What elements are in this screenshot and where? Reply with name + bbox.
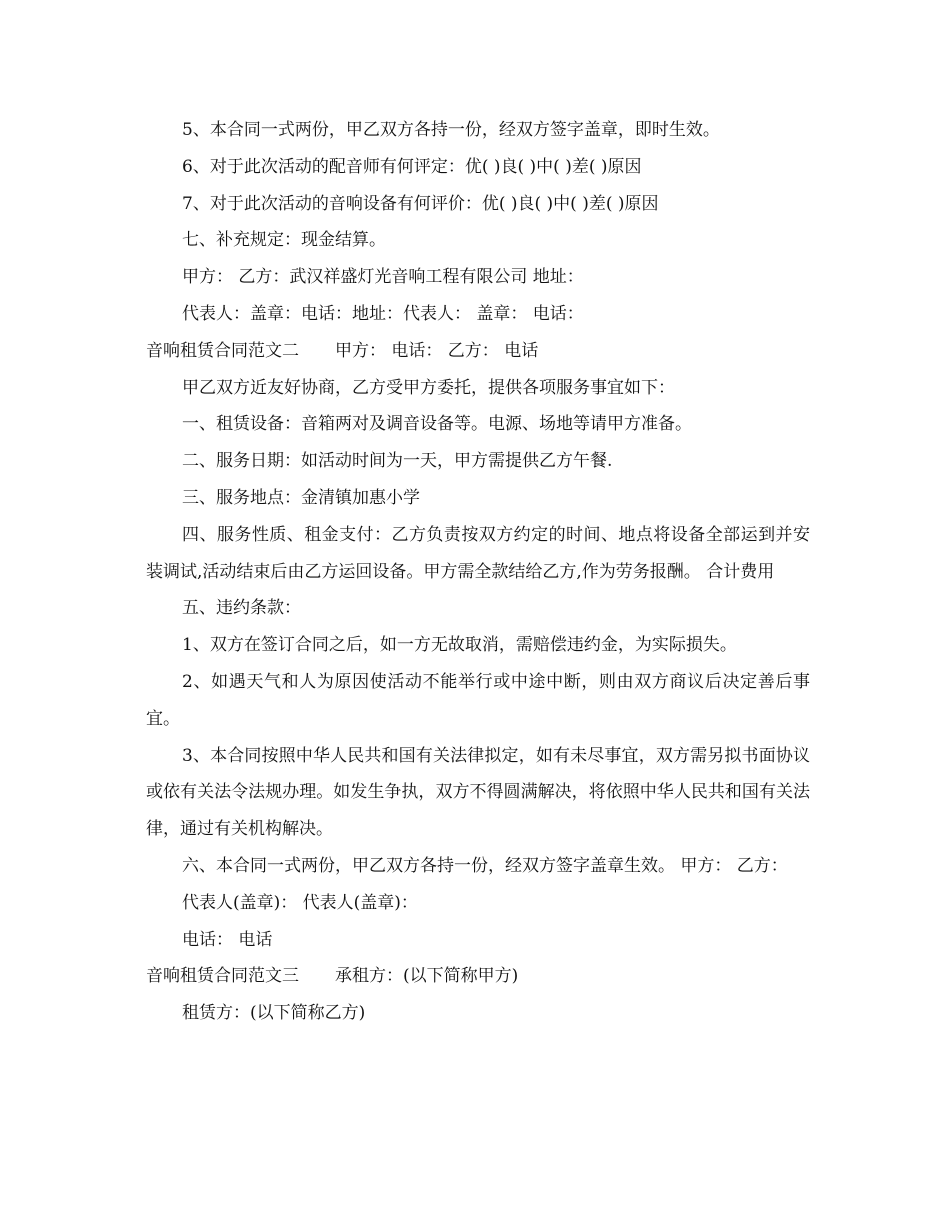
paragraph: 3、本合同按照中华人民共和国有关法律拟定，如有未尽事宜，双方需另拟书面协议或依有关法令法规办理。如发生争执，双方不得圆满解决，将依照中华人民共和国有关法律，通过有关机构解决。 bbox=[146, 745, 810, 840]
paragraph: 六、本合同一式两份，甲乙双方各持一份，经双方签字盖章生效。 甲方： 乙方： bbox=[182, 855, 788, 876]
paragraph-inline: 承租方：(以下简称甲方) bbox=[335, 966, 519, 987]
section-heading-line bbox=[146, 333, 810, 370]
paragraph-inline: 甲方： 电话： 乙方： 电话 bbox=[335, 340, 539, 361]
paragraph: 一、租赁设备：音箱两对及调音设备等。电源、场地等请甲方准备。 bbox=[182, 414, 692, 435]
section-heading: 音响租赁合同范文三 bbox=[146, 966, 299, 987]
paragraph: 1、双方在签订合同之后，如一方无故取消，需赔偿违约金，为实际损失。 bbox=[182, 635, 737, 656]
paragraph: 代表人：盖章：电话：地址：代表人： 盖章： 电话： bbox=[182, 303, 584, 324]
paragraph: 五、违约条款： bbox=[182, 598, 301, 619]
paragraph: 甲方： 乙方：武汉祥盛灯光音响工程有限公司 地址： bbox=[182, 267, 584, 288]
paragraph: 6、对于此次活动的配音师有何评定：优( )良( )中( )差( )原因 bbox=[182, 156, 642, 177]
paragraph: 二、服务日期：如活动时间为一天，甲方需提供乙方午餐. bbox=[182, 451, 613, 472]
section-heading: 音响租赁合同范文二 bbox=[146, 340, 299, 361]
paragraph: 四、服务性质、租金支付：乙方负责按双方约定的时间、地点将设备全部运到并安装调试,活动结束后由乙方运回设备。甲方需全款结给乙方,作为劳务报酬。 合计费用 bbox=[146, 524, 810, 582]
paragraph: 三、服务地点：金清镇加惠小学 bbox=[182, 487, 420, 508]
paragraph: 租赁方：(以下简称乙方) bbox=[182, 1003, 366, 1024]
paragraph: 2、如遇天气和人为原因使活动不能举行或中途中断，则由双方商议后决定善后事宜。 bbox=[146, 671, 810, 729]
paragraph: 甲乙双方近友好协商，乙方受甲方委托，提供各项服务事宜如下： bbox=[182, 377, 675, 398]
section-heading-line bbox=[146, 958, 810, 995]
paragraph: 代表人(盖章)： 代表人(盖章)： bbox=[182, 892, 418, 913]
paragraph: 电话： 电话 bbox=[182, 929, 273, 950]
paragraph: 7、对于此次活动的音响设备有何评价：优( )良( )中( )差( )原因 bbox=[182, 193, 659, 214]
paragraph: 5、本合同一式两份，甲乙双方各持一份，经双方签字盖章，即时生效。 bbox=[182, 120, 720, 140]
paragraph: 七、补充规定：现金结算。 bbox=[182, 230, 386, 251]
document-body bbox=[146, 112, 810, 1032]
